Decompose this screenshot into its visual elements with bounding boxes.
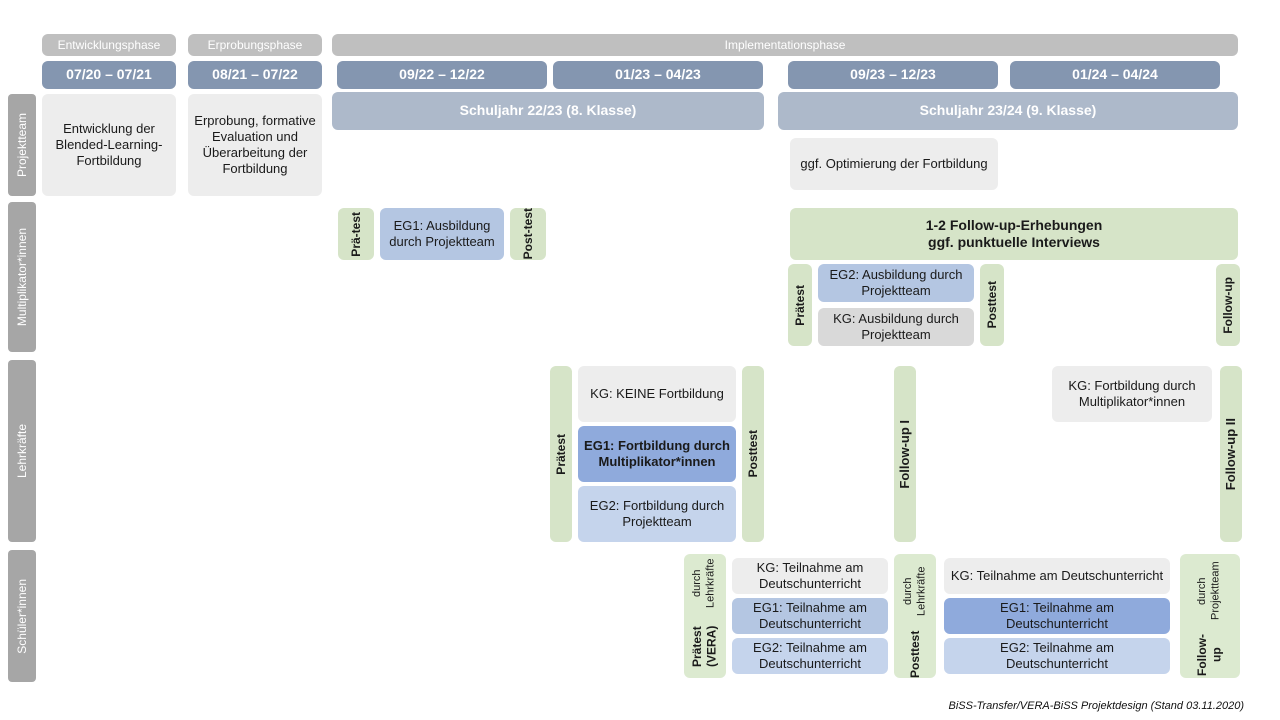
projektteam-optimierung-text: ggf. Optimierung der Fortbildung <box>800 156 988 172</box>
schueler-kg-1 <box>732 558 888 594</box>
lehrkraefte-kg-box <box>578 366 736 422</box>
praetest-label: Prä-test <box>348 211 363 257</box>
kg-fortbildung-text: KG: Fortbildung durch Multiplikator*innen <box>1068 378 1196 409</box>
schueler-praetest-block <box>684 554 726 678</box>
followup-2-label: Follow-up II <box>1223 417 1239 491</box>
multiplikatoren-praetest-1 <box>338 208 374 260</box>
followup-label: Follow-up <box>1220 276 1235 334</box>
praetest-label: Prätest <box>553 433 568 475</box>
period-label: 01/23 – 04/23 <box>615 66 701 83</box>
kg-text: KG: Teilnahme am Deutschunterricht <box>756 560 864 591</box>
row-label-text: Schüler*innen <box>14 578 29 654</box>
phase-header-label: Erprobungsphase <box>207 37 303 52</box>
lehrkraefte-praetest <box>550 366 572 542</box>
period-header-p3 <box>337 61 547 89</box>
multiplikatoren-eg2-ausbildung <box>818 264 974 302</box>
phase-header-implementation <box>332 34 1238 56</box>
school-year-band-2324 <box>778 92 1238 130</box>
period-header-p5 <box>788 61 998 89</box>
period-header-p2 <box>188 61 322 89</box>
phase-header-label: Entwicklungsphase <box>57 37 161 52</box>
schueler-eg2-1 <box>732 638 888 674</box>
kg-ausbildung-text: KG: Ausbildung durch Projektteam <box>833 311 959 342</box>
period-label: 09/23 – 12/23 <box>850 66 936 83</box>
followup-label: Follow-up <box>1195 633 1224 676</box>
multiplikatoren-kg-ausbildung <box>818 308 974 346</box>
posttest-label: Post-test <box>520 208 535 260</box>
multiplikatoren-eg1-ausbildung <box>380 208 504 260</box>
projektteam-entwicklung-text: Entwicklung der Blended-Learning-Fortbildung <box>55 121 163 168</box>
multiplikatoren-praetest-2 <box>788 264 812 346</box>
row-label-text: Lehrkräfte <box>14 423 29 479</box>
praetest-sublabel: durch Lehrkräfte <box>691 558 717 609</box>
period-header-p6 <box>1010 61 1220 89</box>
row-label-schuelerinnen <box>8 550 36 682</box>
lehrkraefte-eg1-box <box>578 426 736 482</box>
school-year-band-2223 <box>332 92 764 130</box>
eg1-ausbildung-text: EG1: Ausbildung durch Projektteam <box>389 218 495 249</box>
projektteam-entwicklung-box <box>42 94 176 196</box>
row-label-text: Multiplikator*innen <box>14 227 29 327</box>
schueler-eg2-2 <box>944 638 1170 674</box>
multiplikatoren-posttest-2 <box>980 264 1004 346</box>
row-label-multiplikatorinnen <box>8 202 36 352</box>
eg2-text: EG2: Fortbildung durch Projektteam <box>589 498 725 529</box>
multiplikatoren-posttest-1 <box>510 208 546 260</box>
row-label-projektteam <box>8 94 36 196</box>
lehrkraefte-kg-fortbildung-box <box>1052 366 1212 422</box>
kg-text: KG: Teilnahme am Deutschunterricht <box>950 568 1164 584</box>
projektteam-optimierung-box <box>790 138 998 190</box>
eg1-text: EG1: Fortbildung durch Multiplikator*innen <box>584 438 730 469</box>
phase-header-erprobung <box>188 34 322 56</box>
lehrkraefte-eg2-box <box>578 486 736 542</box>
posttest-label: Posttest <box>984 281 999 329</box>
school-year-label: Schuljahr 23/24 (9. Klasse) <box>919 102 1097 119</box>
schueler-praetest-stack <box>690 554 719 678</box>
projektteam-erprobung-box <box>188 94 322 196</box>
source-note: BiSS-Transfer/VERA-BiSS Projektdesign (Stand 03.11.2020) <box>948 700 1244 712</box>
phase-header-label: Implementationsphase <box>724 37 846 52</box>
eg1-text: EG1: Teilnahme am Deutschunterricht <box>1000 600 1114 631</box>
followup-1-label: Follow-up I <box>897 419 913 489</box>
period-label: 08/21 – 07/22 <box>212 66 298 83</box>
period-label: 01/24 – 04/24 <box>1072 66 1158 83</box>
lehrkraefte-posttest <box>742 366 764 542</box>
projektteam-erprobung-text: Erprobung, formative Evaluation und Überarbeitung der Fortbildung <box>194 113 316 176</box>
schueler-followup-stack <box>1195 554 1224 678</box>
posttest-sublabel: durch Lehrkräfte <box>901 566 927 617</box>
multiplikatoren-followup <box>1216 264 1240 346</box>
schueler-eg1-1 <box>732 598 888 634</box>
multiplikatoren-followup-band <box>790 208 1238 260</box>
period-header-p4 <box>553 61 763 89</box>
school-year-label: Schuljahr 22/23 (8. Klasse) <box>459 102 637 119</box>
posttest-label: Posttest <box>907 630 922 678</box>
eg1-text: EG1: Teilnahme am Deutschunterricht <box>753 600 867 631</box>
followup-band-line-1: 1-2 Follow-up-Erhebungen <box>925 216 1103 233</box>
row-label-text: Projektteam <box>14 112 29 178</box>
eg2-text: EG2: Teilnahme am Deutschunterricht <box>1000 640 1114 671</box>
lehrkraefte-followup-1 <box>894 366 916 542</box>
period-label: 07/20 – 07/21 <box>66 66 152 83</box>
followup-sublabel: durch Projektteam <box>1196 561 1222 621</box>
schueler-followup-block <box>1180 554 1240 678</box>
period-header-p1 <box>42 61 176 89</box>
phase-header-entwicklung <box>42 34 176 56</box>
kg-text: KG: KEINE Fortbildung <box>590 386 724 402</box>
posttest-label: Posttest <box>745 430 760 478</box>
period-label: 09/22 – 12/22 <box>399 66 485 83</box>
praetest-label: Prätest <box>792 284 807 326</box>
followup-band-line-2: ggf. punktuelle Interviews <box>928 234 1100 250</box>
schueler-posttest-stack <box>902 554 929 678</box>
schueler-eg1-2 <box>944 598 1170 634</box>
row-label-lehrkraefte <box>8 360 36 542</box>
lehrkraefte-followup-2 <box>1220 366 1242 542</box>
schueler-posttest-block <box>894 554 936 678</box>
eg2-text: EG2: Teilnahme am Deutschunterricht <box>753 640 867 671</box>
praetest-label: Prätest (VERA) <box>690 625 719 668</box>
eg2-ausbildung-text: EG2: Ausbildung durch Projektteam <box>829 267 963 298</box>
schueler-kg-2 <box>944 558 1170 594</box>
